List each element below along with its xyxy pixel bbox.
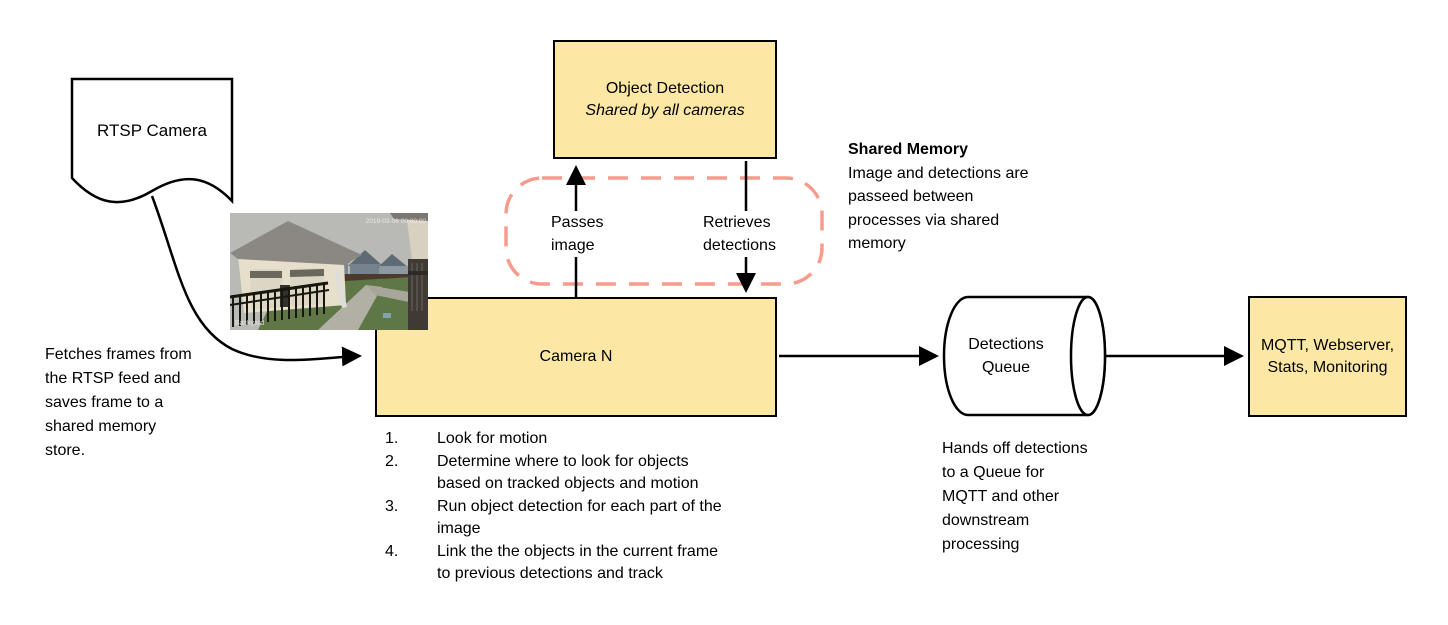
outputs-node-label: MQTT, Webserver, Stats, Monitoring: [1260, 336, 1395, 376]
snapshot-timestamp: 2019-03-06 00:00:00: [365, 218, 426, 225]
queue-handoff-line: MQTT and other: [942, 488, 1060, 505]
step-number: 4.: [385, 542, 399, 560]
fetch-note-line: store.: [45, 442, 86, 459]
shared-memory-line: Image and detections are: [848, 164, 1029, 182]
list-item: 3. Run object detection for each part of the image: [385, 496, 722, 541]
passes-image-label: Passes image: [549, 211, 605, 257]
list-item: 4. Link the the objects in the current frame to previous detections and track: [385, 541, 722, 586]
step-number: 1.: [385, 430, 399, 447]
fetch-note-line: Fetches frames from: [45, 346, 192, 363]
shared-memory-line: passeed between: [848, 188, 974, 205]
queue-handoff-line: downstream: [942, 512, 1030, 529]
fetch-note-line: shared memory: [45, 418, 157, 435]
list-item: 2. Determine where to look for objects based on tracked objects and motion: [385, 451, 722, 496]
shared-memory-line: memory: [848, 235, 906, 252]
snapshot-camera-name: Backyard: [235, 320, 265, 327]
camera-n-node: [375, 297, 777, 417]
yard-object: [383, 313, 391, 318]
step-number: 3.: [385, 497, 399, 515]
detections-queue-label: Detections Queue: [968, 336, 1044, 376]
camera-steps-list: [385, 428, 722, 586]
shared-memory-note: [848, 138, 1029, 256]
fetch-note: [45, 343, 192, 463]
queue-cylinder-cap: [1071, 297, 1105, 415]
list-item: 1. Look for motion: [385, 428, 722, 451]
fetch-note-line: saves frame to a: [45, 394, 164, 411]
queue-handoff-line: to a Queue for: [942, 464, 1045, 481]
object-detection-node: [553, 40, 777, 159]
rtsp-camera-label: RTSP Camera: [97, 121, 207, 140]
shared-memory-title: Shared Memory: [848, 141, 969, 158]
queue-handoff-line: Hands off detections: [942, 440, 1088, 457]
shared-memory-line: processes via shared: [848, 211, 1000, 229]
camera-snapshot: [230, 213, 428, 330]
step-number: 2.: [385, 452, 399, 470]
retrieves-detections-label: Retrieves detections: [701, 211, 778, 257]
queue-handoff-line: processing: [942, 536, 1020, 553]
queue-handoff-note: [942, 437, 1088, 557]
fetch-note-line: the RTSP feed and: [45, 370, 181, 387]
object-detection-title: Object Detection: [605, 79, 725, 97]
object-detection-subtitle: Shared by all cameras: [585, 101, 745, 119]
camera-n-label: Camera N: [539, 348, 613, 365]
